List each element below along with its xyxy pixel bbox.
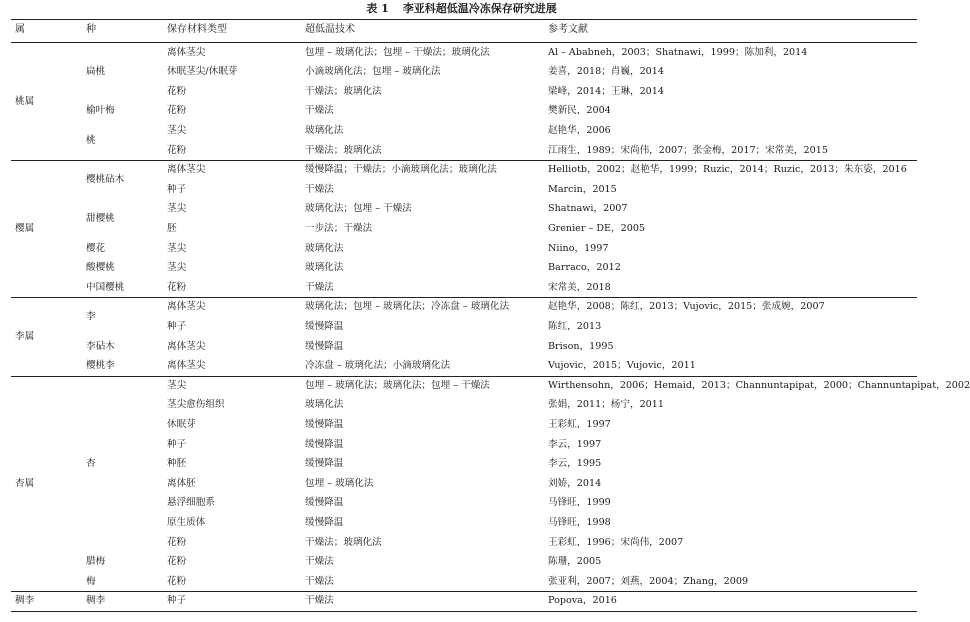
technique-cell: 干燥法；玻璃化法 (305, 536, 382, 548)
technique-cell: 包埋 – 玻璃化法；玻璃化法；包埋 – 干燥法 (305, 379, 490, 391)
genus-cell: 杏属 (15, 477, 35, 489)
technique-cell: 干燥法；玻璃化法 (305, 85, 382, 97)
material-cell: 离体胚 (167, 477, 196, 489)
species-cell: 樱花 (86, 242, 106, 254)
material-cell: 离体茎尖 (167, 164, 206, 176)
reference-cell: 江雨生，1989；宋尚伟，2007；张金梅，2017；宋常美，2015 (548, 144, 828, 156)
group-divider (11, 376, 917, 377)
header-species: 种 (86, 24, 96, 35)
material-cell: 花粉 (167, 105, 187, 117)
technique-cell: 干燥法 (305, 105, 334, 117)
material-cell: 离体茎尖 (167, 360, 206, 372)
technique-cell: 玻璃化法 (305, 242, 344, 254)
group-divider (11, 160, 917, 161)
reference-cell: 马锋旺，1999 (548, 497, 611, 509)
material-cell: 离体茎尖 (167, 46, 206, 58)
group-divider (11, 297, 917, 298)
material-cell: 离体茎尖 (167, 340, 206, 352)
material-cell: 种子 (167, 595, 187, 607)
material-cell: 茎尖 (167, 262, 187, 274)
material-cell: 休眠茎尖/休眠芽 (167, 66, 238, 78)
header-material: 保存材料类型 (167, 24, 227, 35)
reference-cell: 马锋旺，1998 (548, 516, 611, 528)
reference-cell: 樊新民，2004 (548, 105, 611, 117)
technique-cell: 缓慢降温；干燥法；小滴玻璃化法；玻璃化法 (305, 164, 497, 176)
reference-cell: Al – Ababneh，2003；Shatnawi，1999；陈加利，2014 (548, 46, 808, 58)
species-cell: 稠李 (86, 595, 106, 607)
technique-cell: 包埋 – 玻璃化法 (305, 477, 374, 489)
material-cell: 种胚 (167, 458, 187, 470)
material-cell: 花粉 (167, 85, 187, 97)
technique-cell: 干燥法 (305, 595, 334, 607)
reference-cell: 赵艳华，2008；陈红，2013；Vujovic，2015；张成婉，2007 (548, 301, 825, 313)
reference-cell: 赵艳华，2006 (548, 124, 611, 136)
group-divider (11, 591, 917, 592)
material-cell: 花粉 (167, 556, 187, 568)
species-cell: 甜樱桃 (86, 213, 115, 225)
reference-cell: 李云，1995 (548, 458, 602, 470)
reference-cell: Vujovic，2015；Vujovic，2011 (548, 360, 696, 372)
technique-cell: 一步法；干燥法 (305, 222, 373, 234)
header-technique: 超低温技术 (305, 24, 355, 35)
bottom-rule (11, 611, 917, 612)
technique-cell: 玻璃化法 (305, 399, 344, 411)
species-cell: 榆叶梅 (86, 105, 115, 117)
reference-cell: 王彩虹，1997 (548, 418, 611, 430)
technique-cell: 缓慢降温 (305, 418, 344, 430)
reference-cell: Brison，1995 (548, 340, 614, 352)
reference-cell: Wirthensohn，2006；Hemaid，2013；Channuntapipat，2000；Channuntapipat，2002 (548, 379, 970, 391)
material-cell: 花粉 (167, 281, 187, 293)
species-cell: 李 (86, 311, 96, 323)
reference-cell: Niino，1997 (548, 242, 609, 254)
reference-cell: Helliotb，2002；赵艳华，1999；Ruzic，2014；Ruzic，2013；朱东姿，2016 (548, 164, 907, 176)
header-references: 参考文献 (548, 24, 588, 35)
top-rule (11, 19, 917, 20)
material-cell: 胚 (167, 222, 177, 234)
technique-cell: 缓慢降温 (305, 438, 344, 450)
table-title: 李亚科超低温冷冻保存研究进展 (402, 2, 557, 15)
technique-cell: 冷冻盘 – 玻璃化法；小滴玻璃化法 (305, 360, 451, 372)
technique-cell: 干燥法 (305, 575, 334, 587)
genus-cell: 稠李 (15, 595, 35, 607)
reference-cell: 王彩虹，1996；宋尚伟，2007 (548, 536, 684, 548)
material-cell: 茎尖 (167, 124, 187, 136)
species-cell: 樱桃砧木 (86, 173, 125, 185)
technique-cell: 缓慢降温 (305, 320, 344, 332)
reference-cell: 陈红，2013 (548, 320, 602, 332)
genus-cell: 桃属 (15, 95, 35, 107)
reference-cell: Popova，2016 (548, 595, 617, 607)
material-cell: 悬浮细胞系 (167, 497, 215, 509)
species-cell: 扁桃 (86, 66, 106, 78)
material-cell: 种子 (167, 320, 187, 332)
species-cell: 腊梅 (86, 556, 106, 568)
technique-cell: 干燥法 (305, 281, 334, 293)
genus-cell: 樱属 (15, 222, 35, 234)
reference-cell: Barraco，2012 (548, 262, 621, 274)
header-genus: 属 (15, 24, 25, 35)
material-cell: 种子 (167, 438, 187, 450)
technique-cell: 玻璃化法；包埋 – 干燥法 (305, 203, 412, 215)
reference-cell: 李云，1997 (548, 438, 602, 450)
material-cell: 休眠芽 (167, 418, 196, 430)
technique-cell: 缓慢降温 (305, 516, 344, 528)
reference-cell: 张亚利，2007；刘燕，2004；Zhang，2009 (548, 575, 749, 587)
material-cell: 茎尖 (167, 203, 187, 215)
technique-cell: 缓慢降温 (305, 458, 344, 470)
material-cell: 原生质体 (167, 516, 206, 528)
species-cell: 杏 (86, 458, 96, 470)
material-cell: 茎尖 (167, 242, 187, 254)
species-cell: 中国樱桃 (86, 281, 125, 293)
reference-cell: 陈珊，2005 (548, 556, 602, 568)
technique-cell: 干燥法 (305, 556, 334, 568)
species-cell: 梅 (86, 575, 96, 587)
table-number: 表 1 (366, 2, 389, 15)
technique-cell: 玻璃化法 (305, 124, 344, 136)
technique-cell: 缓慢降温 (305, 340, 344, 352)
species-cell: 樱桃李 (86, 360, 115, 372)
material-cell: 离体茎尖 (167, 301, 206, 313)
material-cell: 茎尖愈伤组织 (167, 399, 225, 411)
reference-cell: 宋常美，2018 (548, 281, 611, 293)
technique-cell: 缓慢降温 (305, 497, 344, 509)
material-cell: 花粉 (167, 536, 187, 548)
reference-cell: 梁峰，2014；王琳，2014 (548, 85, 664, 97)
reference-cell: 刘娇，2014 (548, 477, 602, 489)
material-cell: 花粉 (167, 144, 187, 156)
species-cell: 桃 (86, 134, 96, 146)
technique-cell: 小滴玻璃化法；包埋 – 玻璃化法 (305, 66, 441, 78)
technique-cell: 包埋 – 玻璃化法；包埋 – 干燥法；玻璃化法 (305, 46, 490, 58)
material-cell: 种子 (167, 183, 187, 195)
genus-cell: 李属 (15, 330, 35, 342)
table-caption (0, 0, 923, 18)
technique-cell: 干燥法 (305, 183, 334, 195)
reference-cell: 姜喜，2018；肖巍，2014 (548, 66, 664, 78)
reference-cell: Marcin，2015 (548, 183, 617, 195)
technique-cell: 玻璃化法 (305, 262, 344, 274)
material-cell: 花粉 (167, 575, 187, 587)
species-cell: 李砧木 (86, 340, 115, 352)
species-cell: 酸樱桃 (86, 262, 115, 274)
material-cell: 茎尖 (167, 379, 187, 391)
header-rule (11, 42, 917, 43)
technique-cell: 玻璃化法；包埋 – 玻璃化法；冷冻盘 – 玻璃化法 (305, 301, 510, 313)
reference-cell: Shatnawi，2007 (548, 203, 628, 215)
reference-cell: Grenier – DE，2005 (548, 222, 646, 234)
technique-cell: 干燥法；玻璃化法 (305, 144, 382, 156)
reference-cell: 张娟，2011；杨宁，2011 (548, 399, 664, 411)
